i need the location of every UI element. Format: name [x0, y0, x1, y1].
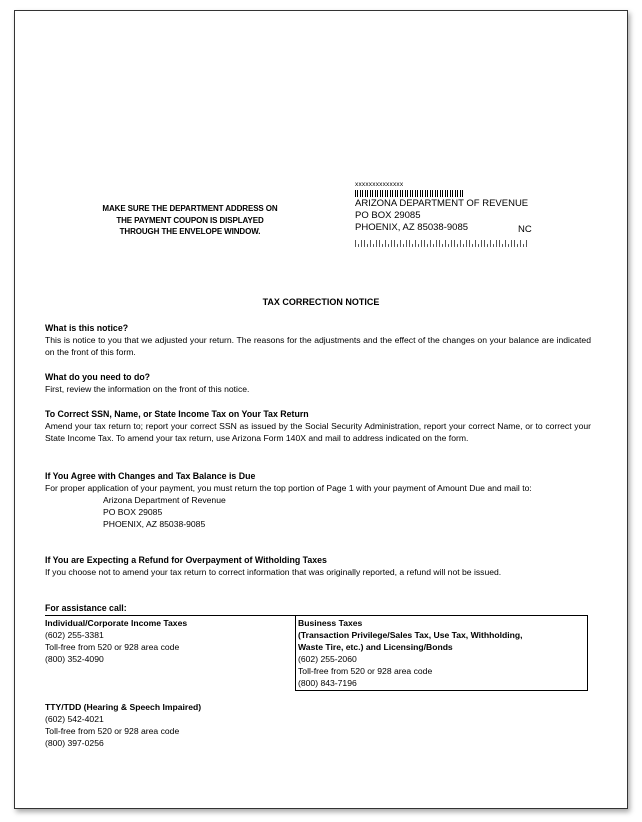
barcode-bars	[355, 190, 465, 197]
section-todo	[45, 371, 591, 395]
address-line: PO BOX 29085	[355, 210, 421, 221]
section-text: This is notice to you that we adjusted your return. The reasons for the adjustments and the effect of the changes on your balance are indicated on the front of this form.	[45, 335, 591, 357]
barcode-placeholder: xxxxxxxxxxxxxx	[355, 181, 404, 188]
department-address	[355, 198, 528, 234]
mail-address-line: Arizona Department of Revenue	[103, 495, 226, 505]
business-heading: Waste Tire, etc.) and Licensing/Bonds	[298, 642, 453, 652]
phone-line: Toll-free from 520 or 928 area code	[45, 726, 180, 736]
mail-address-line: PO BOX 29085	[103, 507, 163, 517]
section-heading: If You are Expecting a Refund for Overpayment of Witholding Taxes	[45, 555, 327, 565]
phone-line: (602) 255-2060	[298, 654, 357, 664]
mail-address-line: PHOENIX, AZ 85038-9085	[103, 519, 206, 529]
section-agree	[45, 470, 591, 530]
phone-line: (800) 843-7196	[298, 678, 357, 688]
section-what	[45, 322, 591, 358]
instruction-line: THE PAYMENT COUPON IS DISPLAYED	[116, 215, 264, 225]
address-line: PHOENIX, AZ 85038-9085	[355, 222, 469, 233]
business-heading: (Transaction Privilege/Sales Tax, Use Tax, Withholding,	[298, 630, 523, 640]
assistance-label: For assistance call:	[45, 603, 127, 613]
envelope-instruction	[67, 203, 313, 238]
section-correct	[45, 408, 591, 444]
notice-title: TAX CORRECTION NOTICE	[262, 297, 380, 307]
phone-line: (602) 255-3381	[45, 630, 104, 640]
postal-barcode	[355, 240, 527, 247]
phone-line: Toll-free from 520 or 928 area code	[45, 642, 180, 652]
notice-page	[14, 10, 628, 809]
business-taxes-cell	[296, 616, 588, 691]
section-heading: To Correct SSN, Name, or State Income Tax on Your Tax Return	[45, 409, 309, 419]
section-text: First, review the information on the front of this notice.	[45, 384, 250, 394]
phone-line: (602) 542-4021	[45, 714, 104, 724]
assistance-table	[45, 615, 588, 691]
tty-section	[45, 701, 201, 749]
section-heading: What do you need to do?	[45, 372, 151, 382]
section-heading: If You Agree with Changes and Tax Balance is Due	[45, 471, 256, 481]
section-text: If you choose not to amend your tax return to correct information that was originally reported, a refund will not be issued.	[45, 567, 502, 577]
business-heading: Business Taxes	[298, 618, 363, 628]
individual-heading: Individual/Corporate Income Taxes	[45, 618, 188, 628]
section-heading: What is this notice?	[45, 323, 129, 333]
address-line: ARIZONA DEPARTMENT OF REVENUE	[355, 198, 529, 209]
phone-line: Toll-free from 520 or 928 area code	[298, 666, 433, 676]
phone-line: (800) 352-4090	[45, 654, 104, 664]
section-text: For proper application of your payment, you must return the top portion of Page 1 with your payment of Amount Due and mail to:	[45, 483, 532, 493]
section-text: Amend your tax return to; report your correct SSN as issued by the Social Security Administration, report your correct Name, or to correct your State Income Tax. To amend your tax return, use Arizona Form 140X and mail to address indicated on the form.	[45, 421, 591, 443]
tty-heading: TTY/TDD (Hearing & Speech Impaired)	[45, 702, 202, 712]
instruction-line: MAKE SURE THE DEPARTMENT ADDRESS ON	[102, 204, 278, 213]
nc-code: NC	[518, 224, 532, 235]
instruction-line: THROUGH THE ENVELOPE WINDOW.	[119, 227, 261, 236]
section-refund	[45, 554, 591, 578]
individual-taxes-cell	[45, 616, 296, 691]
phone-line: (800) 397-0256	[45, 738, 104, 748]
